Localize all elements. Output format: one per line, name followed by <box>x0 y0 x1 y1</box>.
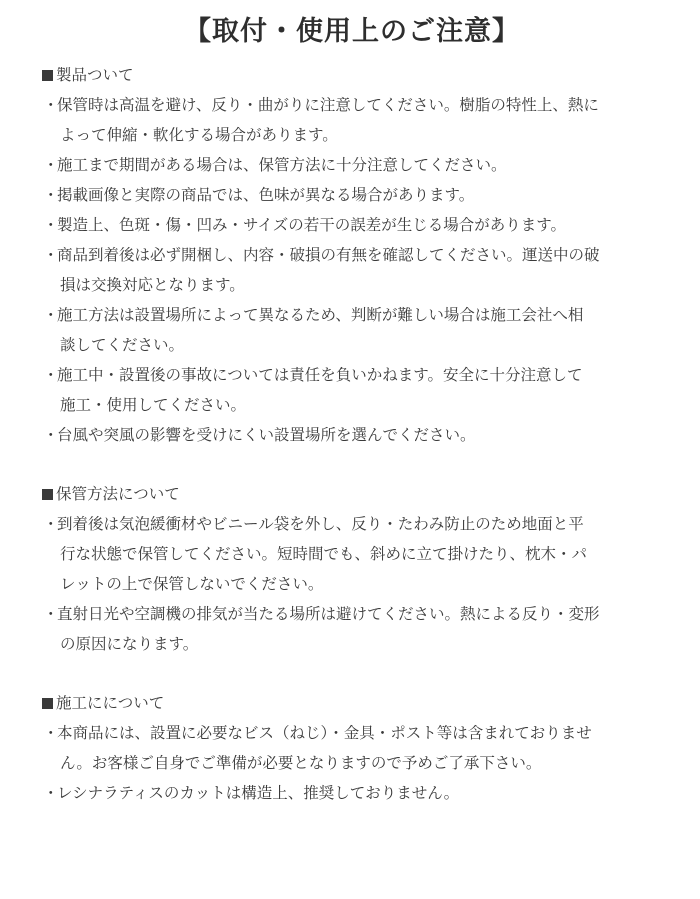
list-bullet: ・ <box>43 306 59 324</box>
section-heading <box>42 60 662 90</box>
list-bullet: ・ <box>43 156 59 174</box>
notice-item-line: 施工・使用してください。 <box>60 396 247 414</box>
notice-item <box>42 360 662 420</box>
list-bullet: ・ <box>43 784 59 802</box>
notice-sections <box>42 60 662 808</box>
section-heading <box>42 688 662 718</box>
notice-item-line: レットの上で保管しないでください。 <box>60 575 324 593</box>
notice-item-line: 直射日光や空調機の排気が当たる場所は避けてください。熱による反り・変形 <box>57 605 600 623</box>
square-bullet-icon <box>42 698 53 709</box>
notice-item-line: 台風や突風の影響を受けにくい設置場所を選んでください。 <box>57 426 476 444</box>
notice-item-line: ん。お客様ご自身でご準備が必要となりますので予めご了承下さい。 <box>60 754 542 772</box>
section-items <box>42 509 662 659</box>
notice-item <box>42 718 662 778</box>
notice-item <box>42 240 662 300</box>
notice-item-line: 到着後は気泡緩衝材やビニール袋を外し、反り・たわみ防止のため地面と平 <box>57 515 584 533</box>
notice-item-line: 施工中・設置後の事故については責任を負いかねます。安全に十分注意して <box>57 366 583 384</box>
notice-item-line: 損は交換対応となります。 <box>60 276 245 294</box>
notice-item-line: よって伸縮・軟化する場合があります。 <box>60 126 338 144</box>
section-storage <box>42 479 662 659</box>
list-bullet: ・ <box>43 216 59 234</box>
page-title: 【取付・使用上のご注意】 <box>184 16 520 47</box>
section-heading-text: 製品ついて <box>56 66 134 84</box>
notice-item-line: 談してください。 <box>60 336 185 354</box>
notice-item-line: 行な状態で保管してください。短時間でも、斜めに立て掛けたり、枕木・パ <box>60 545 588 563</box>
notice-item <box>42 509 662 599</box>
notice-item-line: 保管時は高温を避け、反り・曲がりに注意してください。樹脂の特性上、熱に <box>57 96 599 114</box>
notice-item-line: 商品到着後は必ず開梱し、内容・破損の有無を確認してください。運送中の破 <box>57 246 600 264</box>
notice-item <box>42 300 662 360</box>
notice-item-line: 施工まで期間がある場合は、保管方法に十分注意してください。 <box>57 156 507 174</box>
notice-item-line: の原因になります。 <box>60 635 199 653</box>
notice-item <box>42 420 662 450</box>
notice-item <box>42 778 662 808</box>
section-items <box>42 90 662 450</box>
list-bullet: ・ <box>43 246 59 264</box>
notice-item <box>42 90 662 150</box>
notice-item <box>42 599 662 659</box>
list-bullet: ・ <box>43 724 59 742</box>
notice-item-line: 製造上、色斑・傷・凹み・サイズの若干の誤差が生じる場合があります。 <box>57 216 567 234</box>
notice-item <box>42 180 662 210</box>
list-bullet: ・ <box>43 426 59 444</box>
section-product <box>42 60 662 450</box>
list-bullet: ・ <box>43 186 59 204</box>
square-bullet-icon <box>42 70 53 81</box>
notice-item-line: 施工方法は設置場所によって異なるため、判断が難しい場合は施工会社へ相 <box>57 306 584 324</box>
notice-item-line: 掲載画像と実際の商品では、色味が異なる場合があります。 <box>57 186 475 204</box>
section-heading-text: 施工にについて <box>56 694 165 712</box>
section-heading <box>42 479 662 509</box>
section-items <box>42 718 662 808</box>
notice-item <box>42 210 662 240</box>
list-bullet: ・ <box>43 605 59 623</box>
section-heading-text: 保管方法について <box>56 485 180 503</box>
square-bullet-icon <box>42 489 53 500</box>
notice-item-line: レシナラティスのカットは構造上、推奨しておりません。 <box>57 784 460 802</box>
section-installation <box>42 688 662 808</box>
notice-item-line: 本商品には、設置に必要なビス（ねじ）・金具・ポスト等は含まれておりませ <box>57 724 592 742</box>
list-bullet: ・ <box>43 96 59 114</box>
list-bullet: ・ <box>43 366 59 384</box>
list-bullet: ・ <box>43 515 59 533</box>
notice-item <box>42 150 662 180</box>
